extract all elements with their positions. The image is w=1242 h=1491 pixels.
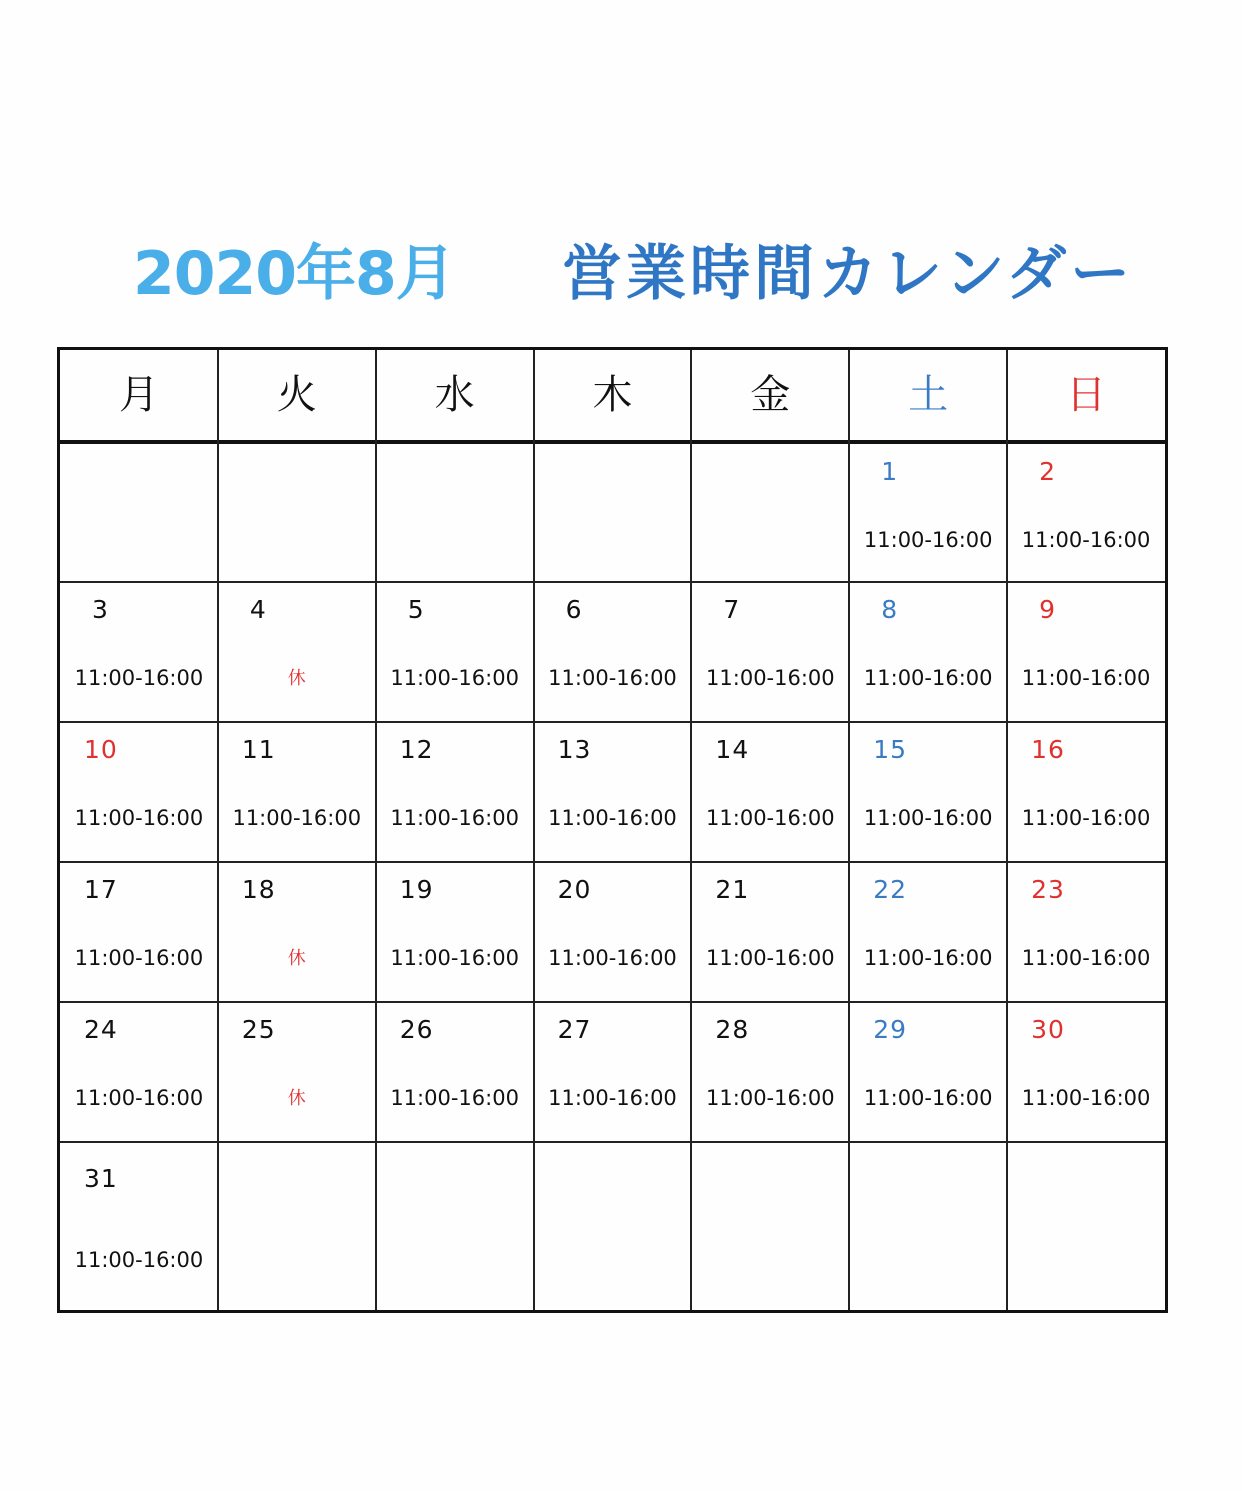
business-hours: 11:00-16:00 [548, 666, 677, 690]
business-hours: 11:00-16:00 [863, 528, 993, 552]
day-number: 31 [84, 1164, 118, 1193]
day-number: 10 [84, 735, 118, 764]
day-number: 12 [399, 735, 434, 764]
day-cell [60, 582, 218, 722]
day-number: 15 [873, 735, 908, 764]
day-number: 19 [399, 875, 434, 904]
business-hours: 11:00-16:00 [390, 806, 519, 830]
weekday-header-2: 火 [276, 372, 317, 418]
day-cell [60, 1142, 218, 1305]
day-cell [849, 582, 1007, 722]
day-cell [849, 862, 1007, 1002]
business-hours: 11:00-16:00 [548, 806, 677, 830]
weekday-header-1: 月 [118, 372, 159, 418]
business-hours-calendar [57, 347, 1168, 1313]
day-cell [1007, 1002, 1165, 1142]
day-number: 11 [241, 735, 276, 764]
day-cell [849, 444, 1007, 582]
day-cell [534, 722, 692, 862]
weekday-header-6: 土 [908, 372, 949, 418]
day-number: 3 [92, 595, 109, 624]
calendar-month-title: 2020年8月 [133, 239, 455, 309]
business-hours: 11:00-16:00 [548, 1086, 677, 1110]
day-number: 29 [873, 1015, 908, 1044]
day-number: 30 [1031, 1015, 1065, 1044]
day-cell [376, 1002, 534, 1142]
day-cell [60, 722, 218, 862]
day-number: 13 [557, 735, 592, 764]
weekday-header-5: 金 [750, 372, 791, 418]
day-cell [218, 722, 376, 862]
day-cell [534, 862, 692, 1002]
day-number: 7 [723, 595, 741, 624]
business-hours: 11:00-16:00 [1021, 806, 1151, 830]
closed-day-marker: 休 [287, 1088, 306, 1109]
day-number: 28 [715, 1015, 750, 1044]
day-cell [1007, 722, 1165, 862]
business-hours: 11:00-16:00 [863, 666, 993, 690]
day-number: 6 [565, 595, 583, 624]
day-cell [691, 862, 849, 1002]
day-cell [691, 582, 849, 722]
day-cell [534, 1002, 692, 1142]
business-hours: 11:00-16:00 [74, 666, 204, 690]
weekday-header-4: 木 [592, 372, 633, 418]
day-cell [376, 862, 534, 1002]
closed-day-marker: 休 [287, 948, 306, 969]
day-cell [218, 1002, 376, 1142]
day-number: 1 [881, 457, 899, 486]
day-number: 27 [557, 1015, 592, 1044]
day-cell [218, 582, 376, 722]
day-cell [60, 1002, 218, 1142]
day-number: 22 [873, 875, 908, 904]
business-hours: 11:00-16:00 [232, 806, 362, 830]
day-number: 14 [715, 735, 750, 764]
day-cell [849, 1002, 1007, 1142]
day-number: 23 [1031, 875, 1065, 904]
day-number: 5 [407, 595, 425, 624]
business-hours: 11:00-16:00 [706, 806, 835, 830]
day-number: 21 [715, 875, 750, 904]
day-cell [849, 722, 1007, 862]
day-number: 4 [249, 595, 267, 624]
business-hours: 11:00-16:00 [548, 946, 677, 970]
business-hours: 11:00-16:00 [390, 946, 519, 970]
weekday-header-7: 日 [1066, 372, 1107, 418]
business-hours: 11:00-16:00 [1021, 1086, 1151, 1110]
day-cell [1007, 444, 1165, 582]
day-cell [376, 722, 534, 862]
business-hours: 11:00-16:00 [74, 946, 204, 970]
day-cell [691, 722, 849, 862]
business-hours: 11:00-16:00 [74, 1086, 204, 1110]
day-cell [376, 582, 534, 722]
day-cell [691, 1002, 849, 1142]
business-hours: 11:00-16:00 [863, 946, 993, 970]
business-hours: 11:00-16:00 [390, 1086, 519, 1110]
business-hours: 11:00-16:00 [863, 806, 993, 830]
day-number: 9 [1039, 595, 1057, 624]
business-hours: 11:00-16:00 [74, 1248, 204, 1272]
day-cell [60, 862, 218, 1002]
business-hours: 11:00-16:00 [706, 666, 835, 690]
closed-day-marker: 休 [287, 668, 306, 689]
day-number: 20 [557, 875, 592, 904]
day-cell [534, 582, 692, 722]
business-hours: 11:00-16:00 [863, 1086, 993, 1110]
day-cell [1007, 862, 1165, 1002]
day-number: 26 [399, 1015, 434, 1044]
weekday-header-3: 水 [434, 372, 475, 418]
day-number: 24 [84, 1015, 118, 1044]
business-hours: 11:00-16:00 [706, 1086, 835, 1110]
business-hours: 11:00-16:00 [706, 946, 835, 970]
calendar-main-title: 営業時間カレンダー [562, 239, 1135, 309]
day-number: 8 [881, 595, 899, 624]
business-hours: 11:00-16:00 [74, 806, 204, 830]
day-number: 18 [241, 875, 276, 904]
business-hours: 11:00-16:00 [1021, 528, 1151, 552]
day-cell [218, 862, 376, 1002]
day-number: 17 [84, 875, 118, 904]
day-number: 16 [1031, 735, 1065, 764]
weekday-header-row [60, 350, 1165, 444]
day-cell [1007, 582, 1165, 722]
business-hours: 11:00-16:00 [1021, 666, 1151, 690]
day-number: 2 [1039, 457, 1057, 486]
business-hours: 11:00-16:00 [390, 666, 519, 690]
business-hours: 11:00-16:00 [1021, 946, 1151, 970]
day-number: 25 [241, 1015, 276, 1044]
